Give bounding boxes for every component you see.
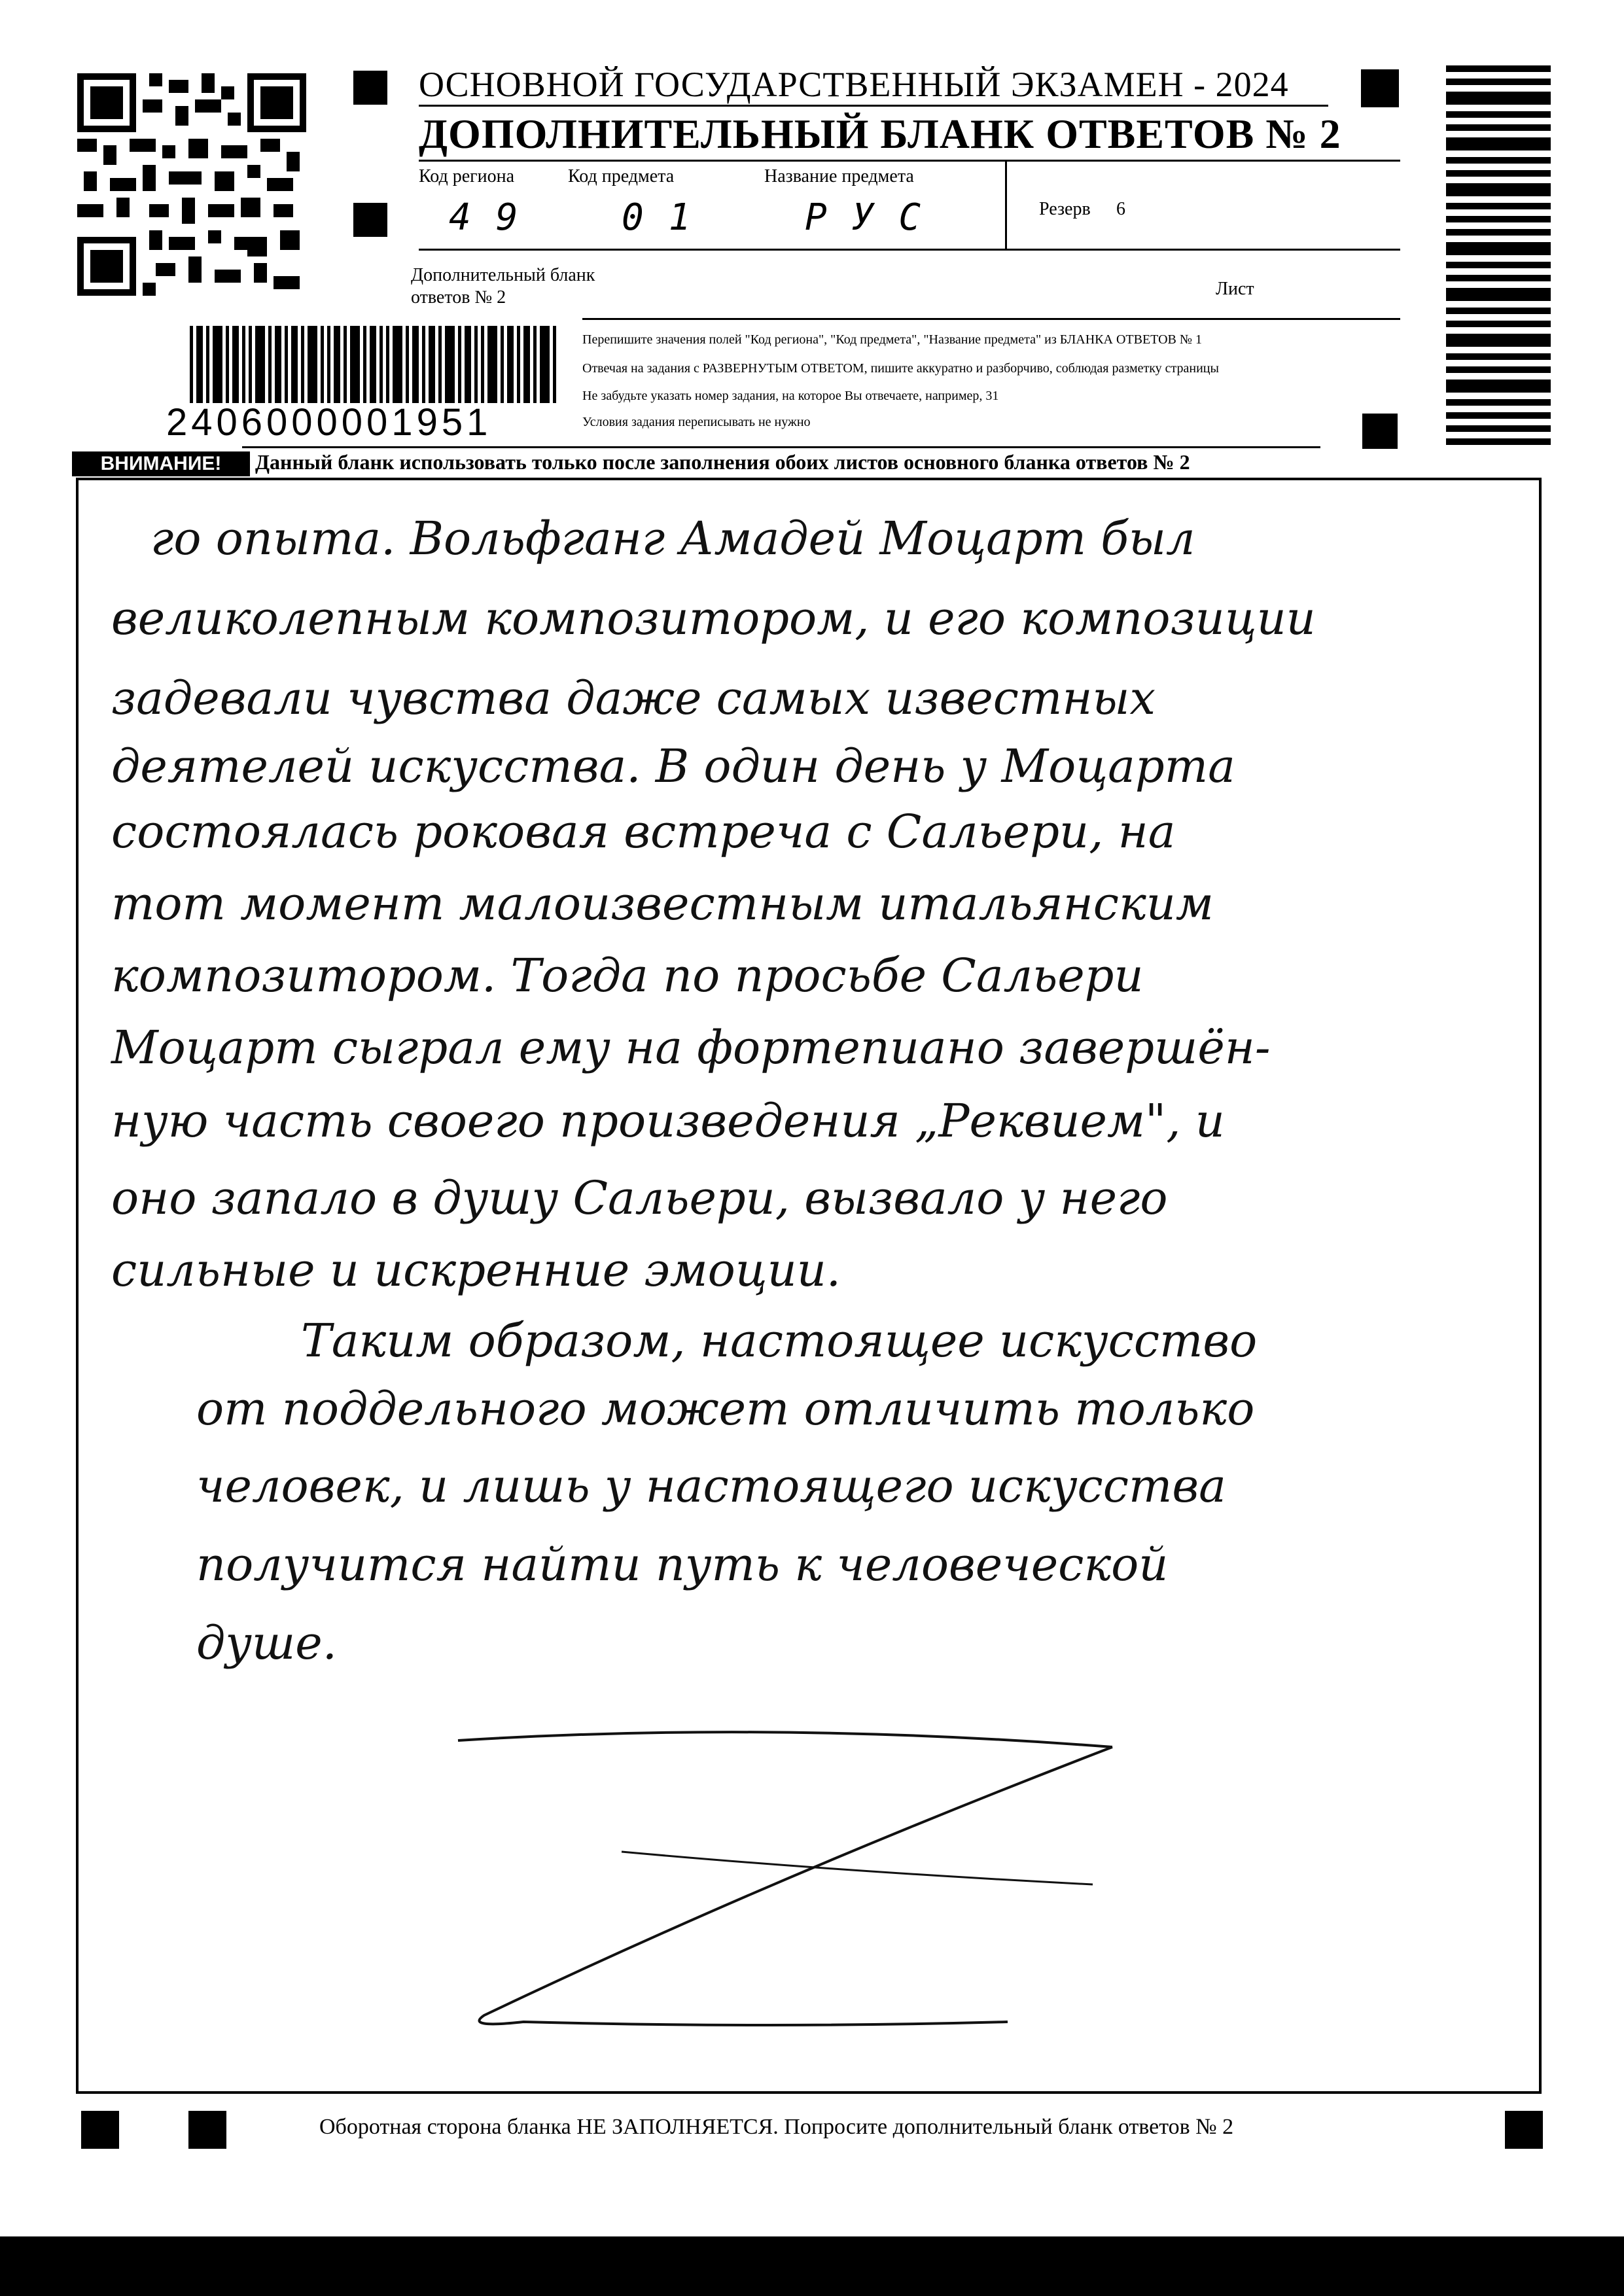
instruction-4: Условия задания переписывать не нужно: [582, 415, 811, 429]
reserve-label: Резерв: [1039, 199, 1091, 219]
exam-title: ОСНОВНОЙ ГОСУДАРСТВЕННЫЙ ЭКЗАМЕН - 2024: [419, 65, 1289, 104]
sheet-label: Лист: [1216, 279, 1254, 299]
answer-line-2: великолепным композитором, и его композиции: [111, 592, 1316, 645]
answer-line-11: сильные и искренние эмоции.: [111, 1243, 841, 1297]
warning-text: Данный бланк использовать только после заполнения обоих листов основного бланка ответов № 2: [255, 450, 1190, 474]
blank-title: ДОПОЛНИТЕЛЬНЫЙ БЛАНК ОТВЕТОВ № 2: [419, 111, 1341, 157]
region-code-value[interactable]: 49: [449, 196, 543, 239]
answer-line-5: состоялась роковая встреча с Сальери, на: [111, 805, 1176, 858]
subject-code-value[interactable]: 01: [622, 196, 716, 239]
alignment-marker-bottom-left-2: [188, 2111, 226, 2149]
answer-line-13: от поддельного может отличить только: [196, 1382, 1255, 1436]
footer-notice: Оборотная сторона бланка НЕ ЗАПОЛНЯЕТСЯ. Попросите дополнительный бланк ответов № 2: [319, 2115, 1234, 2139]
alignment-marker-top-right: [1361, 69, 1399, 107]
blank-title-underline: [419, 160, 1400, 162]
instruction-3: Не забудьте указать номер задания, на которое Вы отвечаете, например, 31: [582, 389, 999, 403]
subject-code-label: Код предмета: [568, 166, 675, 186]
answer-line-14: человек, и лишь у настоящего искусства: [196, 1459, 1226, 1513]
alignment-marker-mid-left: [353, 203, 387, 237]
subject-name-value[interactable]: РУС: [805, 196, 946, 239]
alignment-marker-bottom-left-1: [81, 2111, 119, 2149]
fields-bottom-line: [419, 249, 1400, 251]
alignment-marker-top-left: [353, 71, 387, 105]
linear-barcode: [190, 326, 556, 403]
instruction-2: Отвечая на задания с РАЗВЕРНУТЫМ ОТВЕТОМ, пишите аккуратно и разборчиво, соблюдая разметку страницы: [582, 361, 1219, 376]
reserve-value: 6: [1116, 199, 1125, 219]
region-code-label: Код региона: [419, 166, 515, 186]
qr-code: [77, 73, 306, 296]
answer-line-16: душе.: [196, 1616, 337, 1670]
subject-name-label: Название предмета: [764, 166, 914, 186]
answer-line-4: деятелей искусства. В один день у Моцарта: [111, 739, 1235, 793]
vertical-barcode: [1446, 65, 1551, 445]
additional-blank-label: Дополнительный бланк ответов № 2: [411, 265, 595, 308]
answer-line-1: го опыта. Вольфганг Амадей Моцарт был: [150, 512, 1195, 565]
scan-edge-band: [0, 2236, 1624, 2296]
alignment-marker-bottom-right: [1505, 2111, 1543, 2149]
sheet-line: [582, 318, 1400, 320]
warning-badge: ВНИМАНИЕ!: [72, 451, 250, 476]
answer-line-15: получится найти путь к человеческой: [196, 1538, 1169, 1591]
alignment-marker-right-lower: [1362, 414, 1398, 449]
fields-vertical-divider: [1005, 161, 1007, 250]
instruction-1: Перепишите значения полей "Код региона", "Код предмета", "Название предмета" из БЛАНКА ОТВЕТОВ № 1: [582, 332, 1202, 347]
answer-line-6: тот момент малоизвестным итальянским: [111, 877, 1214, 930]
answer-line-3: задевали чувства даже самых известных: [111, 671, 1156, 725]
answer-line-9: ную часть своего произведения „Реквием", и: [111, 1094, 1225, 1148]
answer-line-7: композитором. Тогда по просьбе Сальери: [111, 949, 1144, 1002]
z-strikeout-mark: [445, 1714, 1165, 2041]
barcode-number: 2406000001951: [166, 401, 492, 444]
instruction-bottom-line: [242, 446, 1320, 448]
answer-line-10: оно запало в душу Сальери, вызвало у него: [111, 1171, 1168, 1225]
answer-line-8: Моцарт сыграл ему на фортепиано завершён-: [111, 1021, 1271, 1074]
exam-title-underline: [419, 105, 1328, 107]
answer-line-12: Таким образом, настоящее искусство: [301, 1314, 1258, 1368]
